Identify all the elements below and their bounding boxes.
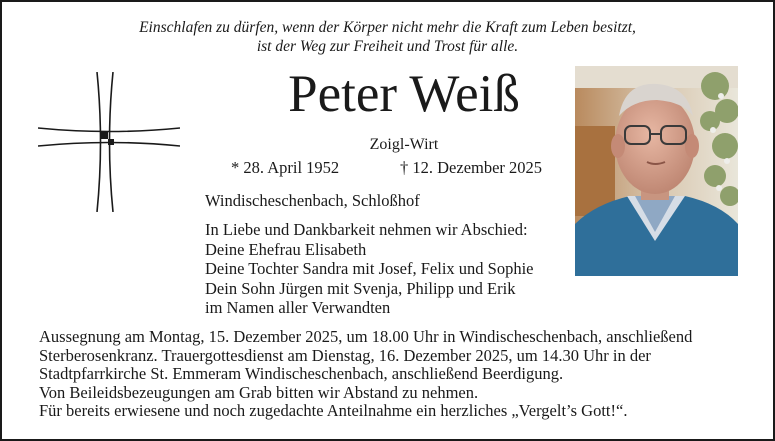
death-date: † 12. Dezember 2025 (400, 158, 543, 177)
deceased-name: Peter Weiß (288, 65, 520, 123)
portrait-photo (575, 66, 738, 276)
cross-icon (38, 72, 180, 212)
family-line: Dein Sohn Jürgen mit Svenja, Philipp und Erik (205, 278, 516, 298)
service-details (39, 328, 692, 421)
quote (2, 19, 773, 56)
family-line: In Liebe und Dankbarkeit nehmen wir Abschied: (205, 220, 528, 239)
family-line: im Namen aller Verwandten (205, 298, 391, 317)
details-line: Für bereits erwiesene und noch zugedachte Anteilnahme ein herzliches „Vergelt’s Gott!“. (39, 401, 628, 420)
details-line: Von Beileidsbezeugungen am Grab bitten wir Abstand zu nehmen. (39, 382, 479, 402)
details-line: Stadtpfarrkirche St. Emmeram Windischeschenbach, anschließend Beerdigung. (39, 364, 564, 383)
birth-date: * 28. April 1952 (231, 158, 340, 177)
details-line: Aussegnung am Montag, 15. Dezember 2025, um 18.00 Uhr in Windischeschenbach, anschließend (39, 327, 693, 346)
family-line: Deine Ehefrau Elisabeth (205, 239, 367, 259)
occupation: Zoigl-Wirt (369, 136, 439, 153)
residence: Windischeschenbach, Schloßhof (205, 191, 420, 210)
family-block (205, 220, 534, 318)
details-line: Sterberosenkranz. Trauergottesdienst am Dienstag, 16. Dezember 2025, um 14.30 Uhr in der (39, 345, 651, 365)
quote-line-2: ist der Weg zur Freiheit und Trost für alle. (256, 37, 519, 55)
quote-line-1: Einschlafen zu dürfen, wenn der Körper nicht mehr die Kraft zum Leben besitzt, (139, 19, 636, 36)
family-line: Deine Tochter Sandra mit Josef, Felix und Sophie (205, 259, 534, 278)
